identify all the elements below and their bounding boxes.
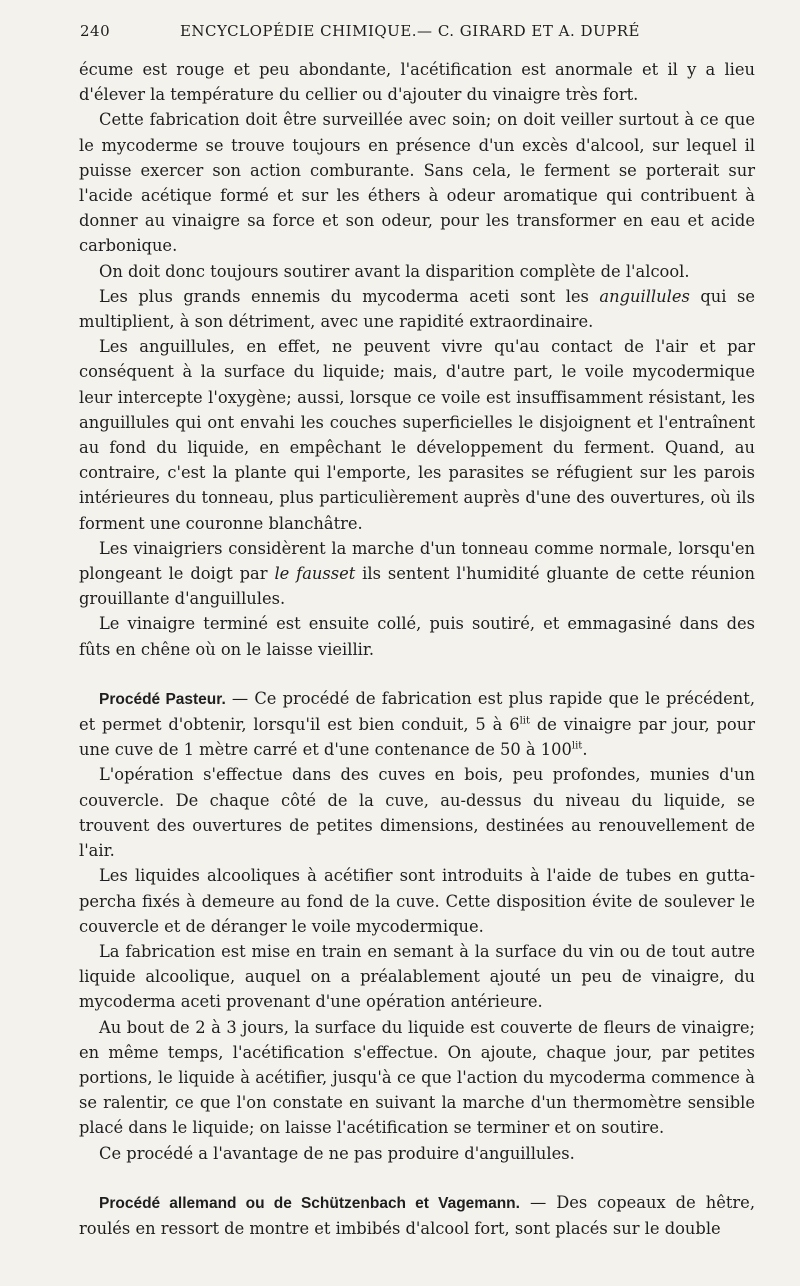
paragraph: Cette fabrication doit être surveillée avec soin; on doit veiller surtout à ce que le mycoderme se trouve toujours en présence d'un excès d'alcool, sur lequel il puisse exercer son action comburante. Sans cela, le ferment se porterait sur l'acide acétique formé et sur les éthers à odeur aromatique qui contribuent à donner au vinaigre sa force et son odeur, pour les transformer en eau et acide carbonique. <box>79 110 755 256</box>
text-run: ils sentent l'humidité gluante de cette réunion grouillante d'anguillules. <box>79 564 755 609</box>
text-run: . <box>582 740 588 760</box>
page-body <box>79 57 755 1241</box>
section-heading: Procédé Pasteur. <box>99 690 226 708</box>
paragraph: Au bout de 2 à 3 jours, la surface du liquide est couverte de fleurs de vinaigre; en même temps, l'acétification s'effectue. On ajoute, chaque jour, par petites portions, le liquide à acétifier, jusqu'à ce que l'action du mycoderma commence à se ralentir, ce que l'on constate en suivant la marche d'un thermomètre sensible placé dans le liquide; on laisse l'acétification se terminer et on soutire. <box>79 1017 755 1138</box>
section-paragraph <box>79 686 755 763</box>
italic-term: anguillules <box>599 286 690 306</box>
running-title: ENCYCLOPÉDIE CHIMIQUE.— C. GIRARD ET A. DUPRÉ <box>179 22 641 40</box>
text-run: — Des copeaux de hêtre, roulés en ressort de montre et imbibés d'alcool fort, sont placés sur le double <box>79 1192 755 1238</box>
paragraph: Les anguillules, en effet, ne peuvent vivre qu'au contact de l'air et par conséquent à la surface du liquide; mais, d'autre part, le voile mycodermique leur intercepte l'oxygène; aussi, lorsque ce voile est insuffisamment résistant, les anguillules qui ont envahi les couches superficielles le disjoignent et l'entraînent au fond du liquide, en empêchant le développement du ferment. Quand, au contraire, c'est la plante qui l'emporte, les parasites se réfugient sur les parois intérieures du tonneau, plus particulièrement auprès d'une des ouvertures, où ils forment une couronne blanchâtre. <box>79 337 755 533</box>
paragraph: L'opération s'effectue dans des cuves en bois, peu profondes, munies d'un couvercle. De chaque côté de la cuve, au-dessus du niveau du liquide, se trouvent des ouvertures de petites dimensions, destinées au renouvellement de l'air. <box>79 765 755 861</box>
paragraph: Ce procédé a l'avantage de ne pas produire d'anguillules. <box>99 1143 575 1163</box>
paragraph: La fabrication est mise en train en semant à la surface du vin ou de tout autre liquide alcoolique, auquel on a préalablement ajouté un peu de vinaigre, du mycoderma aceti provenant d'une opération antérieure. <box>79 941 755 1012</box>
section-paragraph <box>79 1190 755 1241</box>
paragraph: Le vinaigre terminé est ensuite collé, puis soutiré, et emmagasiné dans des fûts en chêne où on le laisse vieillir. <box>79 614 755 659</box>
page-number: 240 <box>80 22 111 40</box>
paragraph: On doit donc toujours soutirer avant la disparition complète de l'alcool. <box>99 261 690 281</box>
paragraph: écume est rouge et peu abondante, l'acétification est anormale et il y a lieu d'élever la température du cellier ou d'ajouter du vinaigre très fort. <box>79 60 755 105</box>
section-heading: Procédé allemand ou de Schützenbach et Vagemann. <box>99 1194 520 1212</box>
unit-superscript: lit <box>571 740 583 752</box>
text-run: de vinaigre par jour, pour une cuve de 1 mètre carré et d'une contenance de 50 à 100 <box>79 715 755 760</box>
paragraph: Les liquides alcooliques à acétifier sont introduits à l'aide de tubes en gutta-percha fixés à demeure au fond de la cuve. Cette disposition évite de soulever le couvercle et de déranger le voile mycodermique. <box>79 866 755 936</box>
unit-superscript: lit <box>519 715 530 727</box>
text-run: qui se multiplient, à son détriment, avec une rapidité extraordinaire. <box>79 286 755 332</box>
text-run: Les vinaigriers considèrent la marche d'un tonneau comme normale, lorsqu'en plongeant le doigt par <box>79 538 755 584</box>
page-header <box>80 22 740 44</box>
paragraph <box>79 284 755 334</box>
text-run: Les plus grands ennemis du mycoderma aceti sont les <box>99 286 600 306</box>
text-run: — Ce procédé de fabrication est plus rapide que le précédent, et permet d'obtenir, lorsqu'il est bien conduit, 5 à 6 <box>79 688 756 735</box>
italic-term: le fausset <box>274 564 356 584</box>
paragraph <box>79 536 755 612</box>
